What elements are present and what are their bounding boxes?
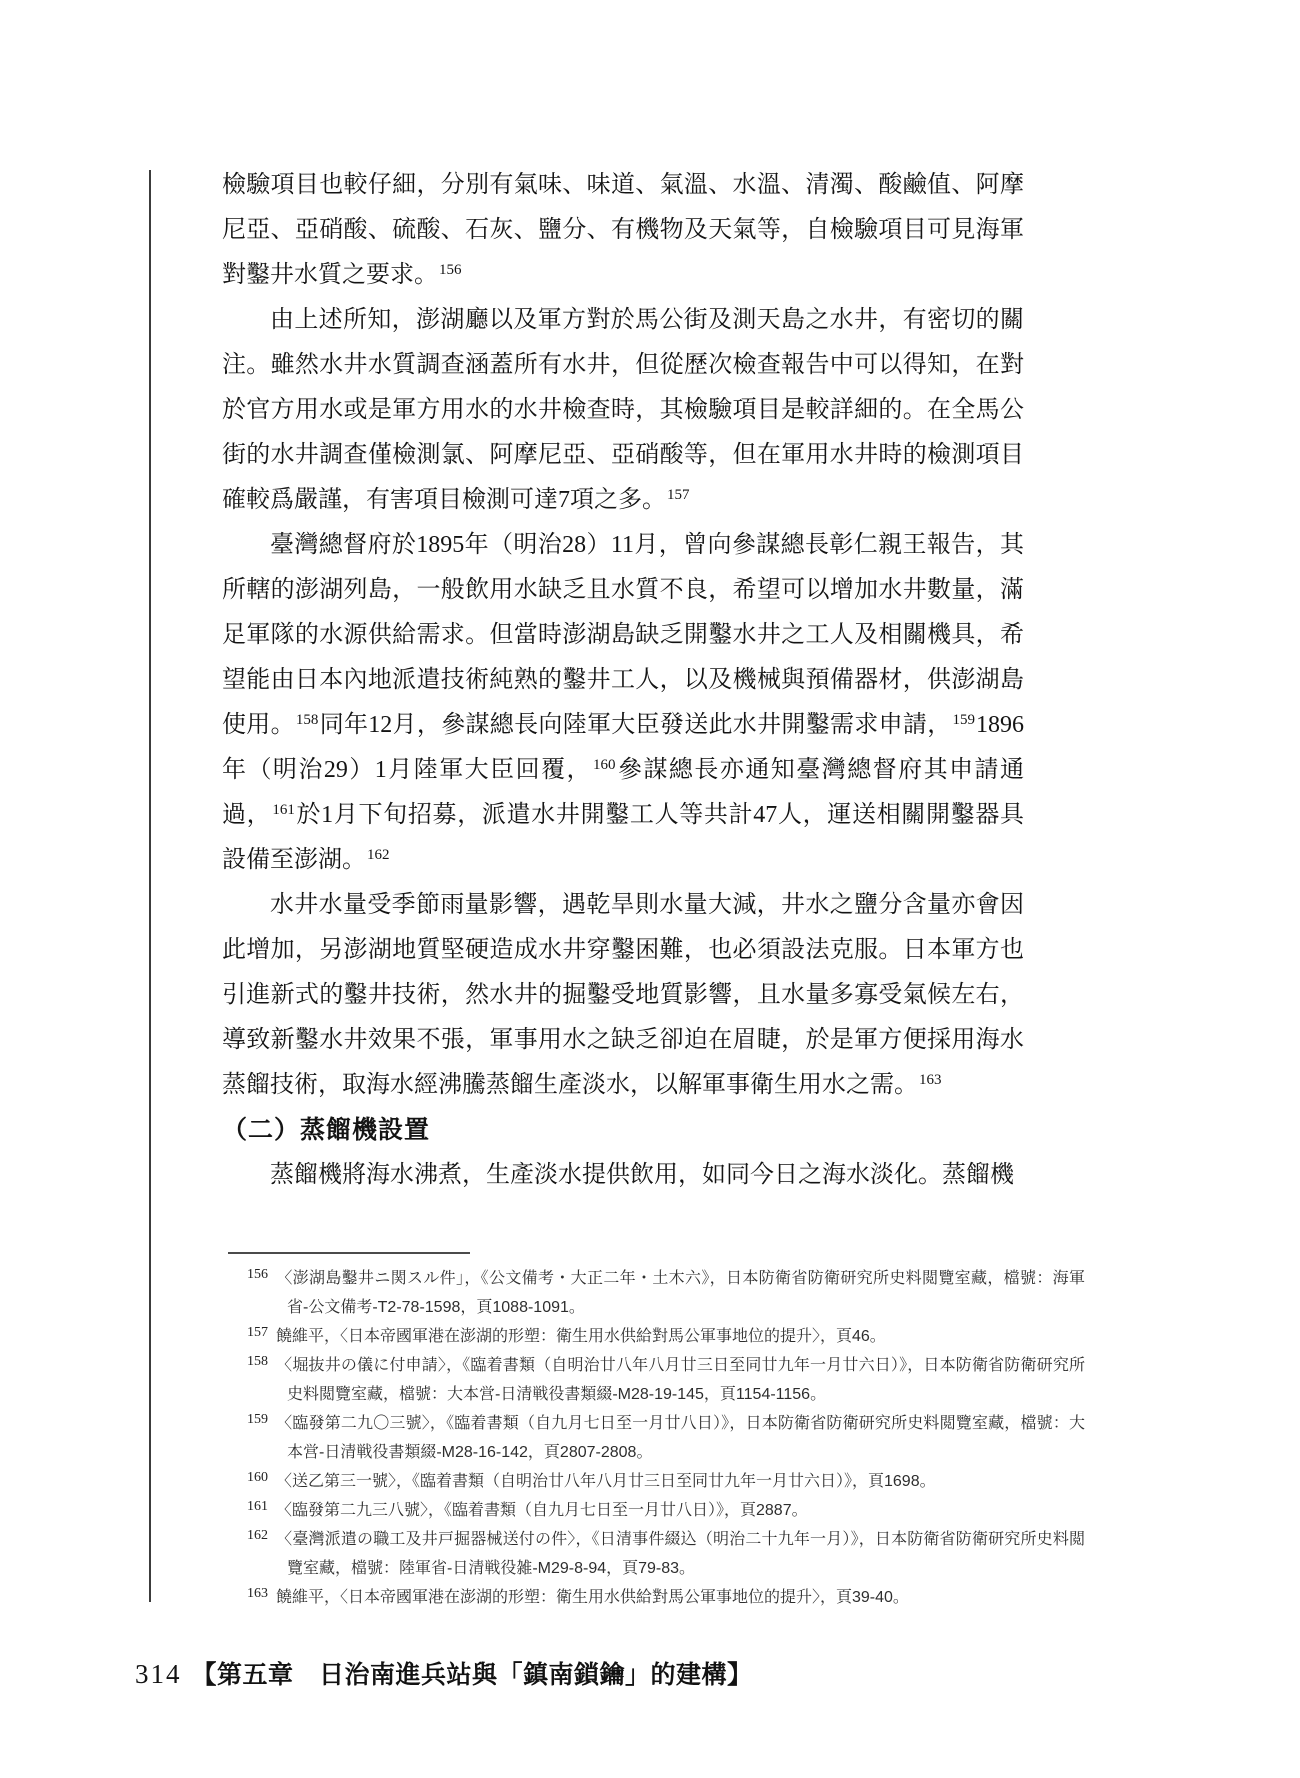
paragraph-text: 臺灣總督府於1895年（明治28）11月，曾向參謀總長彰仁親王報告，其所轄的澎湖列島，一般飲用水缺乏且水質不良，希望可以增加水井數量，滿足軍隊的水源供給需求。但當時澎湖島缺乏開鑿水井之工人及相關機具，希望能由日本內地派遣技術純熟的鑿井工人，以及機械與預備器材，供澎湖島使用。 <box>222 532 1024 738</box>
footnote-ref-157: 157 <box>667 487 690 503</box>
footnote-number: 156 <box>247 1267 268 1282</box>
paragraph <box>222 883 1024 1108</box>
paragraph-text: 1896年（明治29）1月陸軍大臣回覆， <box>222 712 1025 783</box>
footnote-separator <box>228 1252 470 1254</box>
footnote-ref-159: 159 <box>952 712 976 728</box>
page-footer <box>135 1655 753 1691</box>
paragraph <box>222 1153 1024 1198</box>
paragraph <box>222 523 1024 883</box>
paragraph-text: 蒸餾機將海水沸煮，生產淡水提供飲用，如同今日之海水淡化。蒸餾機 <box>270 1162 1014 1188</box>
footnote-number: 160 <box>247 1470 268 1485</box>
footnote-ref-160: 160 <box>593 757 616 773</box>
footnote-item <box>247 1322 1085 1351</box>
footnote-text: 〈澎湖島鑿井ニ関スル件」，《公文備考・大正二年・土木六》，日本防衛省防衛研究所史料閲覽室藏，檔號：海軍省-公文備考-T2-78-1598，頁1088-1091。 <box>276 1270 1085 1316</box>
footnote-number: 158 <box>247 1354 268 1369</box>
footnote-number: 162 <box>247 1528 268 1543</box>
footnote-item <box>247 1351 1085 1409</box>
footnote-number: 163 <box>247 1586 268 1601</box>
paragraph-text: 檢驗項目也較仔細，分別有氣味、味道、氣溫、水溫、清濁、酸鹼值、阿摩尼亞、亞硝酸、硫酸、石灰、鹽分、有機物及天氣等，自檢驗項目可見海軍對鑿井水質之要求。 <box>222 172 1024 288</box>
paragraph-text: 同年12月，參謀總長向陸軍大臣發送此水井開鑿需求申請， <box>319 712 952 738</box>
section-heading: （二）蒸餾機設置 <box>222 1117 431 1144</box>
footnote-number: 159 <box>247 1412 268 1427</box>
paragraph-text: 參謀總長亦通知臺灣總督府其申請通過， <box>222 757 1024 828</box>
footnote-text: 〈送乙第三一號〉，《臨着書類（自明治廿八年八月廿三日至同廿九年一月廿六日）》，頁1698。 <box>276 1473 936 1490</box>
paragraph <box>222 298 1024 523</box>
footnotes-list <box>247 1264 1085 1612</box>
footnote-ref-156: 156 <box>439 262 462 278</box>
footnote-text: 〈臺灣派遣の職工及井戸掘器械送付の件〉，《日清事件綴込（明治二十九年一月）》，日本防衛省防衛研究所史料閲覽室藏，檔號：陸軍省-日清戦役雑-M29-8-94，頁79-83。 <box>276 1531 1085 1577</box>
footnote-text: 饒維平，〈日本帝國軍港在澎湖的形塑：衛生用水供給對馬公軍事地位的提升〉，頁39-40。 <box>276 1589 909 1606</box>
paragraph-text: 於1月下旬招募，派遣水井開鑿工人等共計47人，運送相關開鑿器具設備至澎湖。 <box>222 802 1024 873</box>
footnote-text: 饒維平，〈日本帝國軍港在澎湖的形塑：衛生用水供給對馬公軍事地位的提升〉，頁46。 <box>276 1328 886 1345</box>
footnote-item <box>247 1496 1085 1525</box>
chapter-title: 【第五章 日治南進兵站與「鎮南鎖鑰」的建構】 <box>191 1662 753 1689</box>
footnote-text: 〈臨發第二九三八號〉，《臨着書類（自九月七日至一月廿八日）》，頁2887。 <box>276 1502 808 1519</box>
footnote-ref-158: 158 <box>295 712 319 728</box>
paragraph-text: 由上述所知，澎湖廳以及軍方對於馬公街及測天島之水井，有密切的關注。雖然水井水質調查涵蓋所有水井，但從歷次檢查報告中可以得知，在對於官方用水或是軍方用水的水井檢查時，其檢驗項目是較詳細的。在全馬公街的水井調查僅檢測氯、阿摩尼亞、亞硝酸等，但在軍用水井時的檢測項目確較爲嚴謹，有害項目檢測可達7項之多。 <box>222 307 1024 513</box>
footnote-item <box>247 1525 1085 1583</box>
footnote-number: 157 <box>247 1325 268 1340</box>
footnote-item <box>247 1467 1085 1496</box>
paragraph-text: 水井水量受季節雨量影響，遇乾旱則水量大減，井水之鹽分含量亦會因此增加，另澎湖地質堅硬造成水井穿鑿困難，也必須設法克服。日本軍方也引進新式的鑿井技術，然水井的掘鑿受地質影響，且水量多寡受氣候左右，導致新鑿水井效果不張，軍事用水之缺乏卻迫在眉睫，於是軍方便採用海水蒸餾技術，取海水經沸騰蒸餾生產淡水，以解軍事衛生用水之需。 <box>222 892 1024 1098</box>
footnote-item <box>247 1583 1085 1612</box>
footnote-item <box>247 1409 1085 1467</box>
footnote-ref-163: 163 <box>919 1072 942 1088</box>
body-text <box>222 163 1024 1198</box>
footnote-item <box>247 1264 1085 1322</box>
footnote-text: 〈堀抜井の儀に付申請〉，《臨着書類（自明治廿八年八月廿三日至同廿九年一月廿六日）》，日本防衛省防衛研究所史料閲覽室藏，檔號：大本営-日清戦役書類綴-M28-19-145，頁1154-1156。 <box>276 1357 1085 1403</box>
margin-rule <box>149 170 151 1602</box>
page-number: 314 <box>135 1659 182 1689</box>
footnote-number: 161 <box>247 1499 268 1514</box>
paragraph <box>222 163 1024 298</box>
footnote-ref-161: 161 <box>272 802 295 818</box>
footnote-text: 〈臨發第二九〇三號〉，《臨着書類（自九月七日至一月廿八日）》，日本防衛省防衛研究所史料閲覽室藏，檔號：大本営-日清戦役書類綴-M28-16-142，頁2807-2808。 <box>276 1415 1085 1461</box>
footnote-ref-162: 162 <box>367 847 390 863</box>
